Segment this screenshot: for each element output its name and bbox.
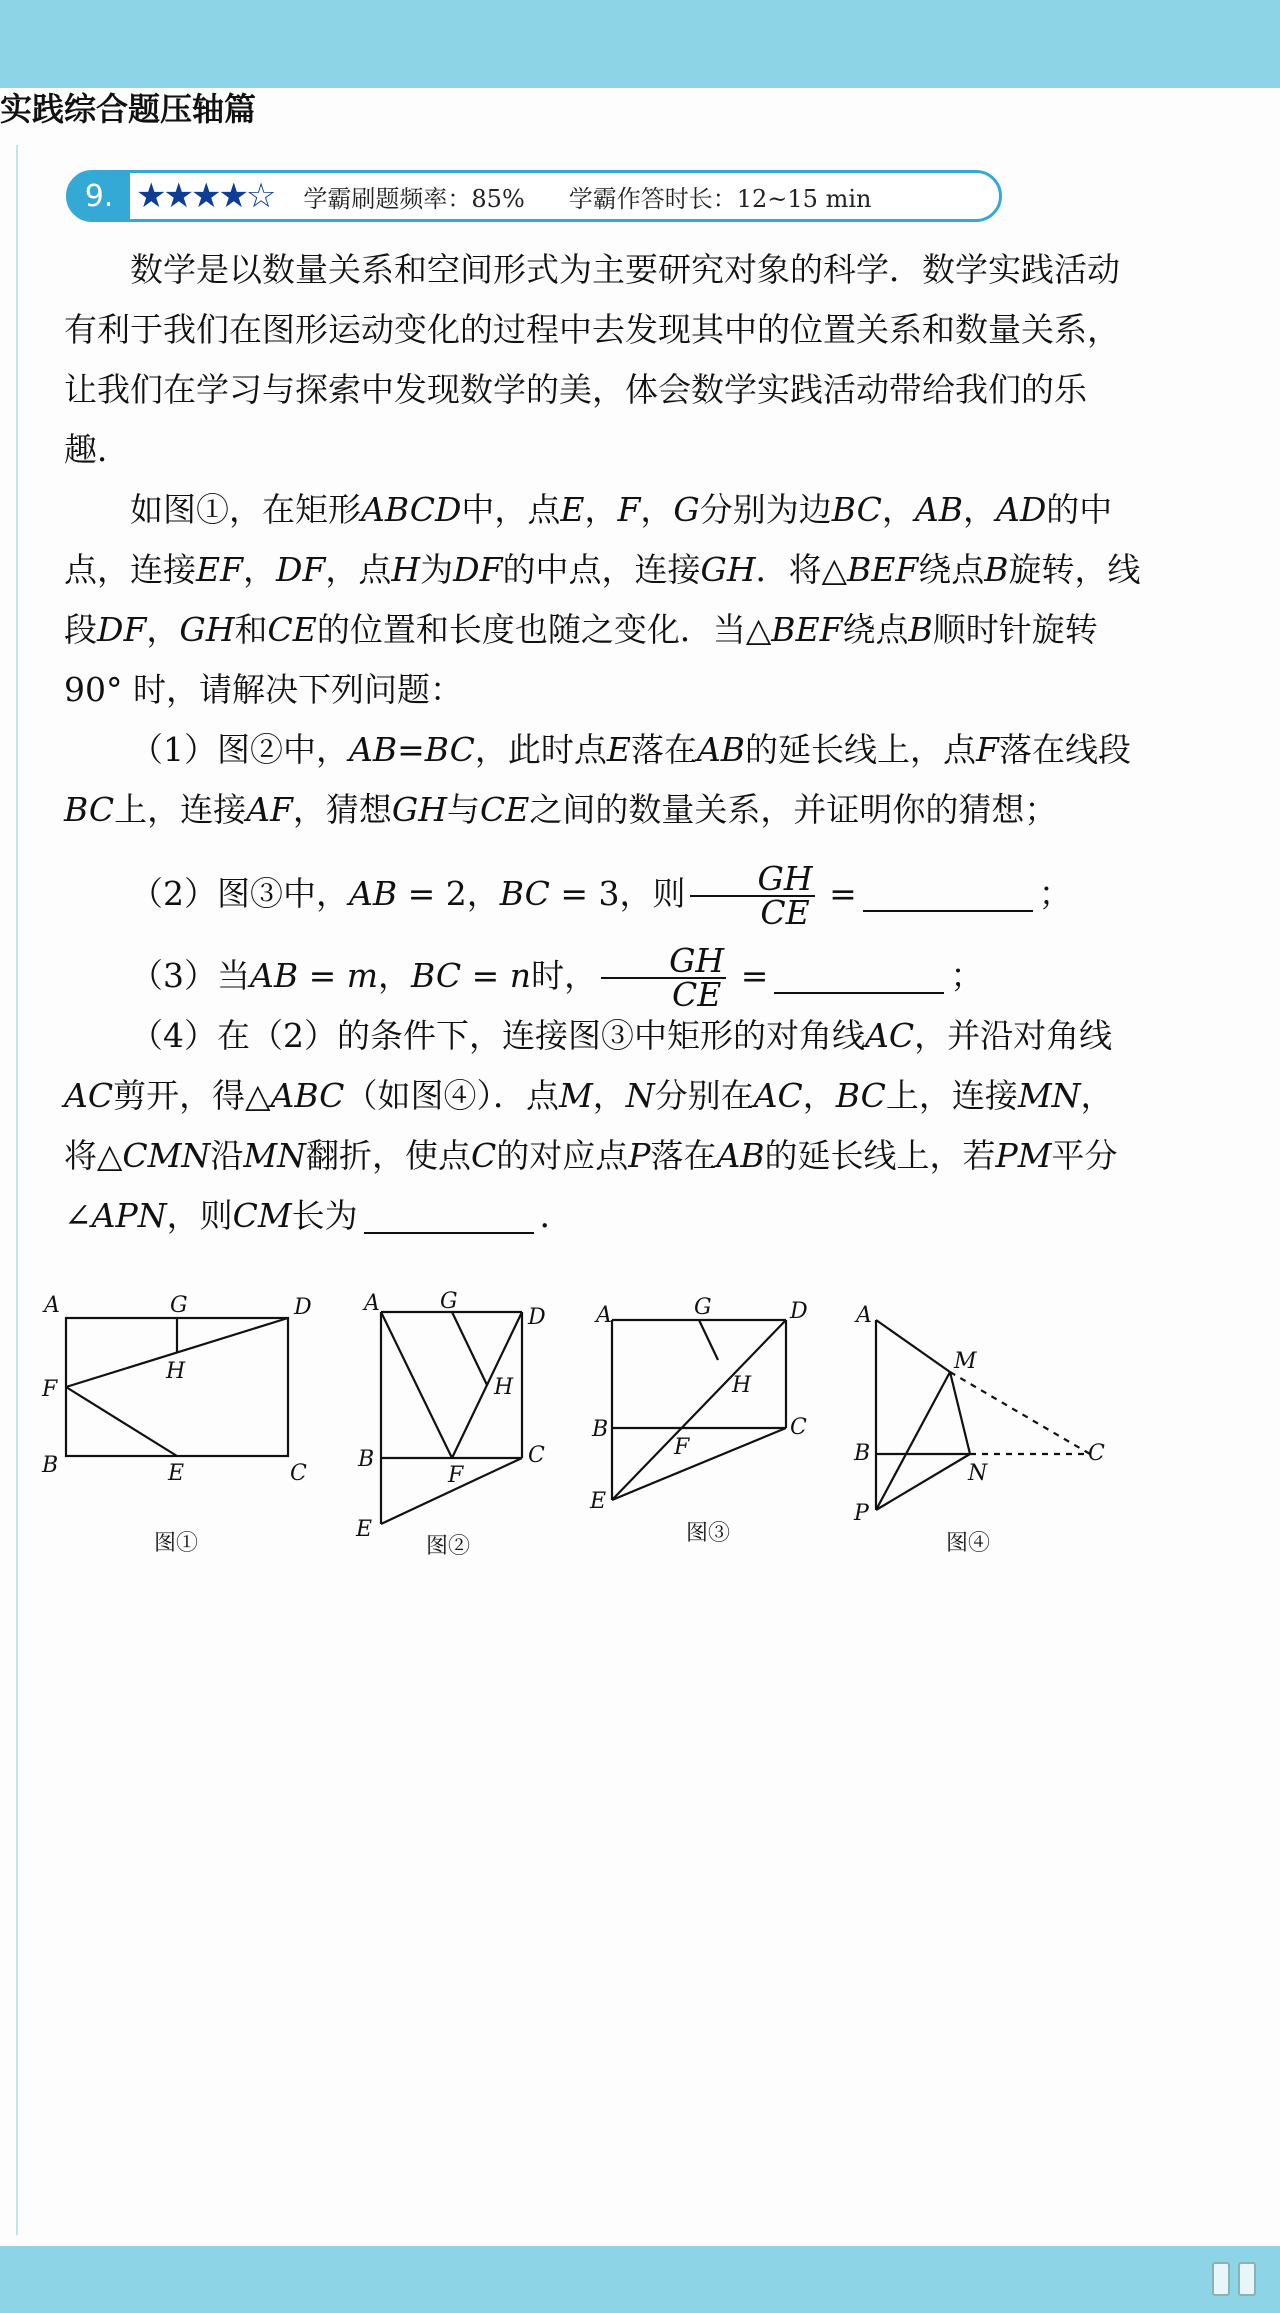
fig1-label: F [42, 1377, 58, 1402]
intro-text: 数学是以数量关系和空间形式为主要研究对象的科学．数学实践活动有利于我们在图形运动变化的过程中去发现其中的位置关系和数量关系，让我们在学习与探索中发现数学的美，体会数学实践活动带给我们的乐趣． [64, 250, 1120, 469]
fig4-label: N [968, 1461, 988, 1486]
fig3-label: H [732, 1373, 752, 1398]
fig4-caption: 图④ [946, 1531, 991, 1556]
fig3-label: G [694, 1295, 712, 1320]
bottom-band [0, 2246, 1280, 2313]
fig2-label: H [494, 1375, 514, 1400]
question-2: （2）图③中，AB = 2，BC = 3，则 $\frac{GH}{CE}$ = ； [130, 859, 1072, 932]
fig1-label: C [290, 1461, 307, 1486]
fig3-label: C [790, 1415, 807, 1440]
duration-text: 学霸作答时长：12~15 min [568, 184, 872, 213]
fig4-label: A [856, 1303, 872, 1328]
fig4-label: M [954, 1349, 977, 1374]
fig2-caption: 图② [426, 1534, 471, 1559]
fig2-label: G [440, 1289, 458, 1314]
fraction-gh-ce: $\frac{GH}{CE}$ [690, 863, 815, 929]
frequency-text: 学霸刷题频率：85% [303, 184, 525, 213]
fig2-label: D [528, 1305, 546, 1330]
fig2-label: A [364, 1291, 380, 1316]
fig3-label: B [592, 1417, 609, 1442]
question-1: （1）图②中，AB=BC，此时点E落在AB的延长线上，点F落在线段BC上，连接AF，猜想GH与CE之间的数量关系，并证明你的猜想； [64, 730, 1131, 829]
fig2-label: B [358, 1447, 375, 1472]
fig1-caption: 图① [154, 1531, 199, 1556]
fig1-label: E [168, 1461, 185, 1486]
chapter-title: 实践综合题压轴篇 [0, 90, 257, 128]
fig1-label: G [170, 1293, 188, 1318]
fig3-caption: 图③ [686, 1521, 731, 1546]
page-controls [1212, 2262, 1256, 2296]
fig2-label: E [356, 1517, 373, 1542]
fig4-label: B [854, 1441, 871, 1466]
figure-1-diagram [66, 1318, 288, 1456]
fig1-label: B [42, 1453, 59, 1478]
question-3: （3）当AB = m，BC = n时， $\frac{GH}{CE}$ = ； [130, 941, 984, 1014]
difficulty-stars: ★★★★☆ [136, 176, 274, 216]
fig2-label: C [528, 1443, 545, 1468]
fig4-label: P [854, 1501, 869, 1526]
fig1-label: A [44, 1293, 60, 1318]
fig2-label: F [448, 1463, 464, 1488]
fig3-label: F [674, 1435, 690, 1460]
setup-text: 如图①，在矩形ABCD中，点E，F，G分别为边BC，AB，AD的中点，连接EF，DF，点H为DF的中点，连接GH．将△BEF绕点B旋转，线段DF，GH和CE的位置和长度也随之变化．当△BEF绕点B顺时针旋转 90° 时，请解决下列问题： [64, 490, 1141, 709]
question-4: （4）在（2）的条件下，连接图③中矩形的对角线AC，并沿对角线AC剪开，得△ABC（如图④）．点M，N分别在AC，BC上，连接MN，将△CMN沿MN翻折，使点C的对应点P落在AB的延长线上，若PM平分 ∠APN，则CM长为 ． [64, 1016, 1118, 1235]
fig3-label: D [790, 1299, 808, 1324]
fraction-gh-ce: $\frac{GH}{CE}$ [601, 945, 726, 1011]
figure-3-diagram [612, 1320, 786, 1500]
page-icon[interactable] [1212, 2262, 1230, 2296]
page-icon[interactable] [1238, 2262, 1256, 2296]
fig3-label: E [590, 1489, 607, 1514]
fig1-label: H [166, 1359, 186, 1384]
fig3-label: A [596, 1303, 612, 1328]
fig4-label: C [1088, 1441, 1105, 1466]
question-number: 9. [68, 173, 130, 219]
figure-2-diagram [381, 1312, 522, 1524]
fig1-label: D [294, 1295, 312, 1320]
